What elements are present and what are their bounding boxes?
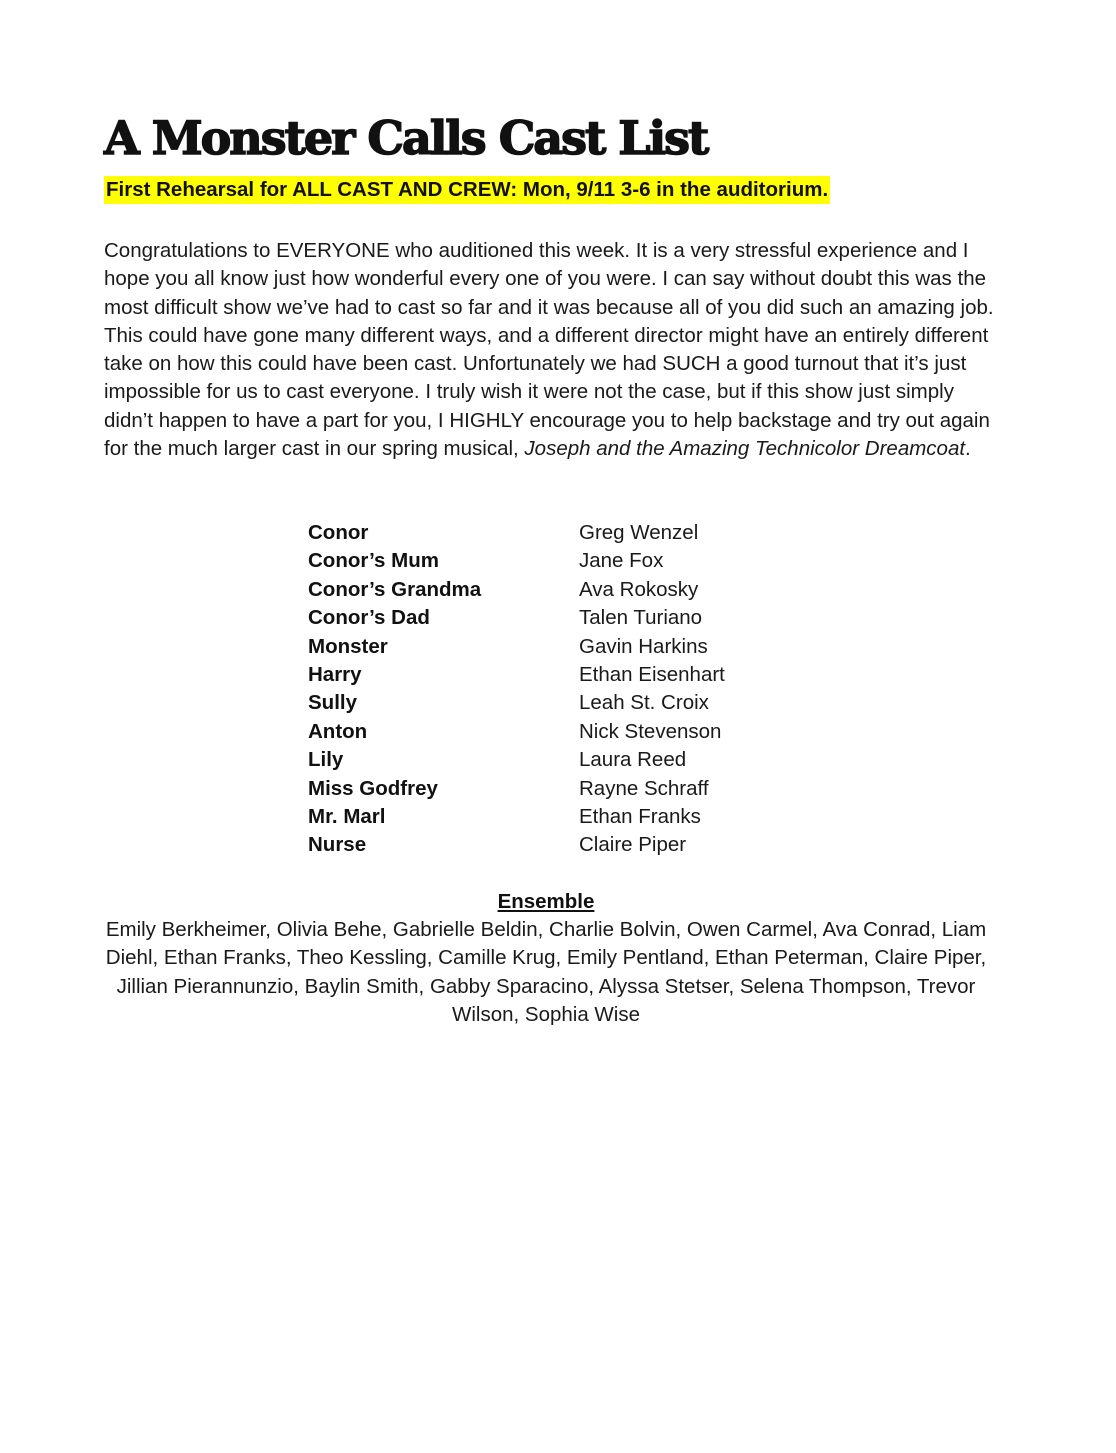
cast-actor: Ava Rokosky bbox=[579, 577, 699, 601]
cast-row bbox=[308, 633, 808, 661]
cast-actor: Greg Wenzel bbox=[579, 521, 699, 544]
cast-row bbox=[308, 689, 808, 717]
cast-role: Nurse bbox=[308, 833, 367, 857]
cast-role: Conor’s Grandma bbox=[308, 577, 482, 601]
intro-end: . bbox=[965, 437, 971, 461]
ensemble-heading: Ensemble bbox=[497, 890, 595, 913]
rehearsal-notice: First Rehearsal for ALL CAST AND CREW: Mon, 9/11 3-6 in the auditorium. bbox=[104, 176, 830, 204]
cast-actor: Ethan Eisenhart bbox=[579, 662, 725, 686]
cast-role: Mr. Marl bbox=[308, 804, 386, 828]
cast-row bbox=[308, 718, 808, 746]
cast-role: Lily bbox=[308, 748, 344, 772]
cast-role: Miss Godfrey bbox=[308, 776, 438, 800]
cast-actor: Rayne Schraff bbox=[579, 776, 709, 800]
cast-row bbox=[308, 547, 808, 575]
page-title: A Monster Calls Cast List bbox=[104, 111, 708, 165]
cast-row bbox=[308, 604, 808, 632]
cast-row bbox=[308, 775, 808, 803]
cast-actor: Ethan Franks bbox=[579, 804, 701, 828]
intro-paragraph bbox=[104, 237, 999, 463]
cast-actor: Gavin Harkins bbox=[579, 634, 708, 658]
cast-actor: Nick Stevenson bbox=[579, 719, 722, 743]
cast-actor: Talen Turiano bbox=[579, 606, 703, 630]
cast-actor: Jane Fox bbox=[579, 549, 664, 573]
cast-row bbox=[308, 661, 808, 689]
cast-row bbox=[308, 576, 808, 604]
cast-actor: Laura Reed bbox=[579, 748, 687, 772]
ensemble-list: Emily Berkheimer, Olivia Behe, Gabrielle Beldin, Charlie Bolvin, Owen Carmel, Ava Conrad, Liam Diehl, Ethan Franks, Theo Kessling, Camille Krug, Emily Pentland, Ethan Peterman, Claire Piper, Jillian Pierannunzio, Baylin Smith, Gabby Sparacino, Alyssa Stetser, Selena Thompson, Trevor Wilson, Sophia Wise bbox=[105, 918, 987, 1027]
cast-row bbox=[308, 831, 808, 859]
cast-role: Conor’s Mum bbox=[308, 549, 439, 573]
cast-row bbox=[308, 746, 808, 774]
cast-actor: Leah St. Croix bbox=[579, 691, 709, 715]
show-title: Joseph and the Amazing Technicolor Dreamcoat bbox=[524, 437, 966, 461]
cast-role: Monster bbox=[308, 634, 388, 658]
intro-text: Congratulations to EVERYONE who auditioned this week. It is a very stressful experience and I hope you all know just how wonderful every one of you were. I can say without doubt this was the most difficult show we’ve had to cast so far and it was because all of you did such an amazing job. This could have gone many different ways, and a different director might have an entirely different take on how this could have been cast. Unfortunately we had SUCH a good turnout that it’s just impossible for us to cast everyone. I truly wish it were not the case, but if this show just simply didn’t happen to have a part for you, I HIGHLY encourage you to help backstage and try out again for the much larger cast in our spring musical, bbox=[104, 239, 994, 461]
cast-row bbox=[308, 519, 808, 547]
cast-role: Sully bbox=[308, 691, 357, 715]
cast-row bbox=[308, 803, 808, 831]
cast-role: Harry bbox=[308, 662, 362, 686]
cast-actor: Claire Piper bbox=[579, 833, 687, 857]
cast-role: Conor’s Dad bbox=[308, 606, 430, 630]
cast-role: Anton bbox=[308, 719, 368, 743]
cast-table bbox=[308, 519, 808, 860]
cast-role: Conor bbox=[308, 521, 369, 544]
